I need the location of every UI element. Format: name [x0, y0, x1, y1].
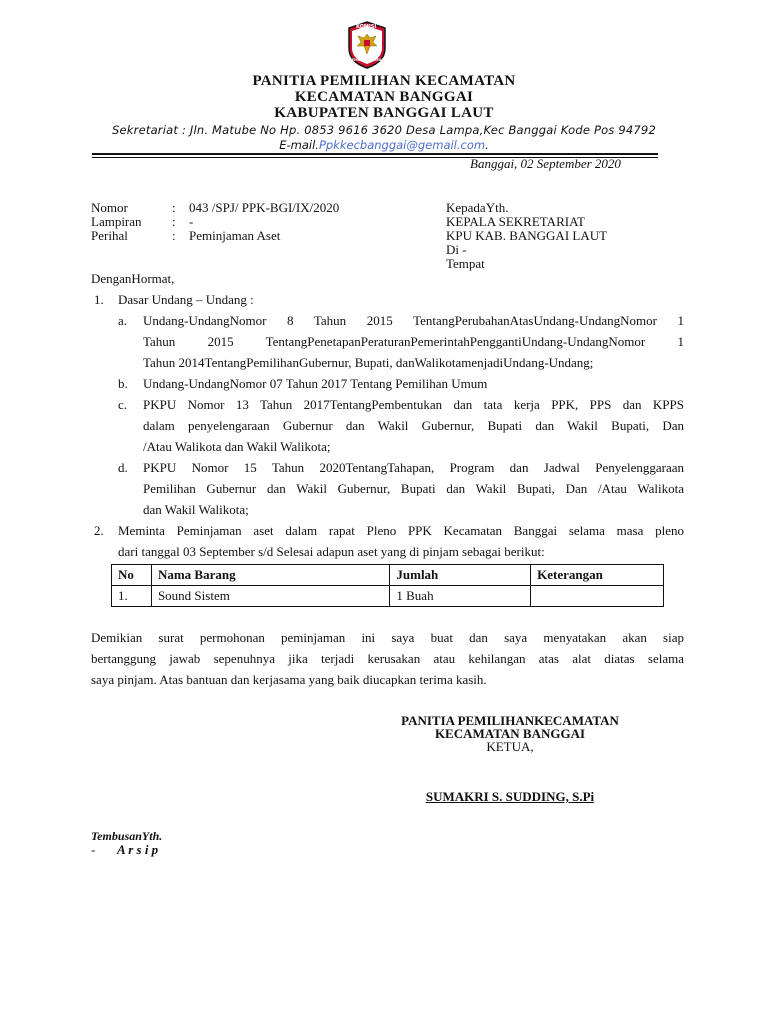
subitem-c-line1: PKPU Nomor 13 Tahun 2017TentangPembentukan dan tata kerja PPK, PPS dan KPPS [143, 397, 684, 412]
table-header-keterangan: Keterangan [531, 565, 664, 586]
item1-number: 1. [94, 292, 104, 307]
email-address[interactable]: Ppkkecbanggai@gemail.com [318, 138, 486, 152]
subitem-b-letter: b. [118, 376, 128, 391]
email-suffix: . [485, 138, 489, 152]
letterhead-rule-thick [92, 153, 658, 155]
signature-org-line1: PANITIA PEMILIHANKECAMATAN [401, 713, 619, 728]
logo-bottom-text: PEMILIHAN UMUM [349, 58, 385, 62]
asset-table [111, 564, 664, 607]
letter-date: Banggai, 02 September 2020 [470, 156, 621, 171]
signature-org-line2: KECAMATAN BANGGAI [434, 726, 586, 741]
nomor-label: Nomor [91, 200, 128, 215]
perihal-label: Perihal [91, 228, 128, 243]
nomor-value: 043 /SPJ/ PPK-BGI/IX/2020 [189, 200, 340, 215]
subitem-b-line1: Undang-UndangNomor 07 Tahun 2017 Tentang Pemilihan Umum [143, 376, 488, 391]
subitem-d-line3: dan Wakil Walikota; [143, 502, 249, 517]
recipient-line4: Di - [446, 242, 467, 257]
subitem-a-line3: Tahun 2014TentangPemilihanGubernur, Bupati, danWalikotamenjadiUndang-Undang; [143, 355, 594, 370]
subitem-d-letter: d. [118, 460, 128, 475]
subitem-d-line2: Pemilihan Gubernur dan Wakil Gubernur, Bupati dan Wakil Bupati, Dan /Atau Walikota [143, 481, 684, 496]
lampiran-value: - [189, 214, 194, 229]
lampiran-label: Lampiran [91, 214, 142, 229]
recipient-line2: KEPALA SEKRETARIAT [446, 214, 585, 229]
cc-item-arsip: A r s i p [117, 842, 159, 857]
email-prefix: E-mail. [279, 138, 319, 152]
subitem-a-letter: a. [118, 313, 128, 328]
item2-number: 2. [94, 523, 104, 538]
signatory-name: SUMAKRI S. SUDDING, S.Pi [425, 789, 595, 804]
table-cell-nama-barang: Sound Sistem [151, 586, 389, 607]
recipient-line3: KPU KAB. BANGGAI LAUT [446, 228, 608, 243]
logo-top-text: KOMISI [356, 24, 377, 30]
perihal-value: Peminjaman Aset [189, 228, 281, 243]
table-row [112, 586, 664, 607]
table-cell-keterangan [531, 586, 664, 607]
closing-line2: bertanggung jawab sepenuhnya jika terjadi kerusakan atau kehilangan atas alat diatas selama [91, 651, 684, 666]
perihal-colon: : [172, 228, 176, 243]
lampiran-colon: : [172, 214, 176, 229]
signature-role: KETUA, [486, 739, 534, 754]
cc-title: TembusanYth. [91, 829, 163, 843]
table-header-no: No [112, 565, 152, 586]
cc-dash: - [91, 842, 96, 857]
letterhead-line1: PANITIA PEMILIHAN KECAMATAN [252, 73, 516, 89]
subitem-c-line3: /Atau Walikota dan Wakil Walikota; [143, 439, 331, 454]
email-line [0, 138, 768, 152]
letterhead-line3: KABUPATEN BANGGAI LAUT [274, 105, 494, 121]
subitem-d-line1: PKPU Nomor 15 Tahun 2020TentangTahapan, Program dan Jadwal Penyelenggaraan [143, 460, 684, 475]
table-header-jumlah: Jumlah [390, 565, 531, 586]
item2-line2: dari tanggal 03 September s/d Selesai adapun aset yang di pinjam sebagai berikut: [118, 544, 545, 559]
subitem-a-line1: Undang-UndangNomor 8 Tahun 2015 TentangPerubahanAtasUndang-UndangNomor 1 [143, 313, 684, 328]
table-cell-jumlah: 1 Buah [390, 586, 531, 607]
subitem-a-line2: Tahun 2015 TentangPenetapanPeraturanPemerintahPenggantiUndang-UndangNomor 1 [143, 334, 684, 349]
closing-line3: saya pinjam. Atas bantuan dan kerjasama yang baik diucapkan terima kasih. [91, 672, 487, 687]
closing-line1: Demikian surat permohonan peminjaman ini saya buat dan saya menyatakan akan siap [91, 630, 684, 645]
table-header-nama-barang: Nama Barang [151, 565, 389, 586]
recipient-line1: KepadaYth. [446, 200, 509, 215]
subitem-c-letter: c. [118, 397, 128, 412]
table-header-row [112, 565, 664, 586]
item1-text: Dasar Undang – Undang : [118, 292, 254, 307]
nomor-colon: : [172, 200, 176, 215]
recipient-line5: Tempat [446, 256, 485, 271]
secretariat-address: Sekretariat : Jln. Matube No Hp. 0853 9616 3620 Desa Lampa,Kec Banggai Kode Pos 94792 [112, 123, 656, 137]
letterhead-line2: KECAMATAN BANGGAI [294, 89, 474, 105]
item2-line1: Meminta Peminjaman aset dalam rapat Pleno PPK Kecamatan Banggai selama masa pleno [118, 523, 684, 538]
greeting: DenganHormat, [91, 271, 175, 286]
table-cell-no: 1. [112, 586, 152, 607]
subitem-c-line2: dalam penyelengaraan Gubernur dan Wakil Gubernur, Bupati dan Wakil Bupati, Dan [143, 418, 684, 433]
